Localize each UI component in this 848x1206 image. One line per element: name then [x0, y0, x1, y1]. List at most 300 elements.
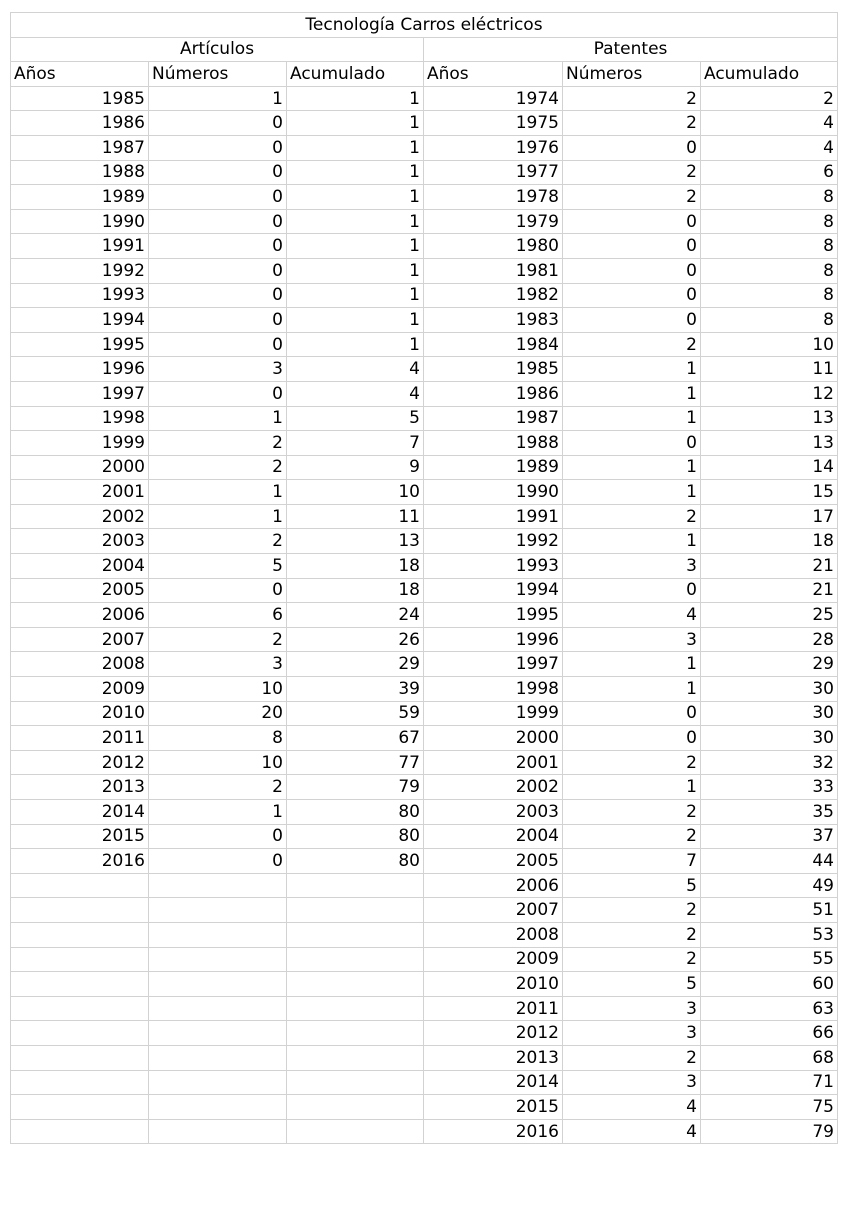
table-row — [11, 701, 838, 726]
articulos-numeros-cell[interactable]: 0 — [149, 258, 287, 283]
patentes-numeros-cell[interactable]: 5 — [563, 972, 701, 997]
patentes-acumulado-cell[interactable]: 49 — [701, 873, 838, 898]
articulos-anos-cell[interactable]: 2008 — [11, 652, 149, 677]
patentes-anos-cell[interactable]: 1979 — [424, 209, 563, 234]
patentes-anos-cell[interactable]: 1998 — [424, 677, 563, 702]
table-row — [11, 209, 838, 234]
patentes-numeros-cell[interactable]: 4 — [563, 1119, 701, 1144]
patentes-numeros-cell[interactable]: 1 — [563, 652, 701, 677]
articulos-anos-cell[interactable] — [11, 898, 149, 923]
patentes-anos-cell[interactable]: 2002 — [424, 775, 563, 800]
table-row — [11, 652, 838, 677]
articulos-acumulado-cell[interactable]: 24 — [287, 603, 424, 628]
patentes-acumulado-cell[interactable]: 63 — [701, 996, 838, 1021]
table-row — [11, 357, 838, 382]
col-header-numeros-articulos[interactable]: Números — [149, 62, 287, 87]
articulos-anos-cell[interactable]: 2010 — [11, 701, 149, 726]
articulos-acumulado-cell[interactable]: 67 — [287, 726, 424, 751]
section-patentes[interactable]: Patentes — [424, 37, 838, 62]
patentes-acumulado-cell[interactable]: 53 — [701, 922, 838, 947]
articulos-anos-cell[interactable]: 2012 — [11, 750, 149, 775]
articulos-anos-cell[interactable] — [11, 972, 149, 997]
table-row — [11, 578, 838, 603]
patentes-acumulado-cell[interactable]: 37 — [701, 824, 838, 849]
articulos-acumulado-cell[interactable] — [287, 1045, 424, 1070]
articulos-anos-cell[interactable]: 1985 — [11, 86, 149, 111]
spreadsheet-table — [10, 12, 838, 1144]
patentes-acumulado-cell[interactable]: 2 — [701, 86, 838, 111]
table-row — [11, 996, 838, 1021]
table-row — [11, 381, 838, 406]
patentes-acumulado-cell[interactable]: 8 — [701, 283, 838, 308]
articulos-anos-cell[interactable]: 1993 — [11, 283, 149, 308]
patentes-anos-cell[interactable]: 2013 — [424, 1045, 563, 1070]
articulos-acumulado-cell[interactable]: 5 — [287, 406, 424, 431]
articulos-acumulado-cell[interactable]: 79 — [287, 775, 424, 800]
articulos-numeros-cell[interactable]: 0 — [149, 209, 287, 234]
articulos-anos-cell[interactable] — [11, 922, 149, 947]
patentes-numeros-cell[interactable]: 2 — [563, 86, 701, 111]
articulos-acumulado-cell[interactable]: 59 — [287, 701, 424, 726]
articulos-acumulado-cell[interactable]: 18 — [287, 578, 424, 603]
articulos-numeros-cell[interactable]: 0 — [149, 234, 287, 259]
table-row — [11, 873, 838, 898]
patentes-numeros-cell[interactable]: 2 — [563, 947, 701, 972]
articulos-acumulado-cell[interactable]: 4 — [287, 381, 424, 406]
articulos-numeros-cell[interactable] — [149, 898, 287, 923]
articulos-anos-cell[interactable] — [11, 1070, 149, 1095]
articulos-numeros-cell[interactable]: 0 — [149, 824, 287, 849]
patentes-numeros-cell[interactable]: 2 — [563, 800, 701, 825]
articulos-acumulado-cell[interactable] — [287, 898, 424, 923]
articulos-numeros-cell[interactable]: 1 — [149, 800, 287, 825]
table-row — [11, 677, 838, 702]
articulos-anos-cell[interactable] — [11, 873, 149, 898]
patentes-numeros-cell[interactable]: 2 — [563, 504, 701, 529]
table-title[interactable]: Tecnología Carros eléctricos — [11, 13, 838, 38]
patentes-acumulado-cell[interactable]: 28 — [701, 627, 838, 652]
col-header-acumulado-patentes[interactable]: Acumulado — [701, 62, 838, 87]
articulos-anos-cell[interactable]: 2003 — [11, 529, 149, 554]
articulos-numeros-cell[interactable] — [149, 947, 287, 972]
articulos-numeros-cell[interactable] — [149, 1095, 287, 1120]
patentes-acumulado-cell[interactable]: 6 — [701, 160, 838, 185]
patentes-anos-cell[interactable]: 1985 — [424, 357, 563, 382]
articulos-numeros-cell[interactable]: 2 — [149, 529, 287, 554]
patentes-numeros-cell[interactable]: 4 — [563, 1095, 701, 1120]
table-row — [11, 824, 838, 849]
articulos-numeros-cell[interactable]: 0 — [149, 381, 287, 406]
patentes-numeros-cell[interactable]: 1 — [563, 480, 701, 505]
patentes-anos-cell[interactable]: 1995 — [424, 603, 563, 628]
articulos-acumulado-cell[interactable]: 13 — [287, 529, 424, 554]
articulos-anos-cell[interactable]: 2006 — [11, 603, 149, 628]
col-header-numeros-patentes[interactable]: Números — [563, 62, 701, 87]
patentes-numeros-cell[interactable]: 2 — [563, 332, 701, 357]
articulos-numeros-cell[interactable] — [149, 996, 287, 1021]
patentes-numeros-cell[interactable]: 1 — [563, 381, 701, 406]
table-row — [11, 185, 838, 210]
patentes-acumulado-cell[interactable]: 4 — [701, 135, 838, 160]
articulos-anos-cell[interactable]: 2011 — [11, 726, 149, 751]
patentes-acumulado-cell[interactable]: 32 — [701, 750, 838, 775]
patentes-anos-cell[interactable]: 1992 — [424, 529, 563, 554]
patentes-acumulado-cell[interactable]: 8 — [701, 258, 838, 283]
patentes-anos-cell[interactable]: 2010 — [424, 972, 563, 997]
section-header-row — [11, 37, 838, 62]
articulos-anos-cell[interactable] — [11, 947, 149, 972]
articulos-acumulado-cell[interactable]: 1 — [287, 86, 424, 111]
patentes-acumulado-cell[interactable]: 8 — [701, 234, 838, 259]
patentes-anos-cell[interactable]: 1984 — [424, 332, 563, 357]
patentes-numeros-cell[interactable]: 2 — [563, 898, 701, 923]
patentes-anos-cell[interactable]: 1994 — [424, 578, 563, 603]
table-row — [11, 849, 838, 874]
patentes-anos-cell[interactable]: 2008 — [424, 922, 563, 947]
patentes-numeros-cell[interactable]: 1 — [563, 406, 701, 431]
articulos-anos-cell[interactable]: 1998 — [11, 406, 149, 431]
patentes-acumulado-cell[interactable]: 15 — [701, 480, 838, 505]
patentes-numeros-cell[interactable]: 3 — [563, 554, 701, 579]
articulos-acumulado-cell[interactable]: 18 — [287, 554, 424, 579]
articulos-anos-cell[interactable]: 2001 — [11, 480, 149, 505]
patentes-anos-cell[interactable]: 1989 — [424, 455, 563, 480]
articulos-acumulado-cell[interactable]: 7 — [287, 431, 424, 456]
articulos-anos-cell[interactable]: 1988 — [11, 160, 149, 185]
articulos-acumulado-cell[interactable]: 1 — [287, 283, 424, 308]
patentes-anos-cell[interactable]: 2011 — [424, 996, 563, 1021]
table-row — [11, 135, 838, 160]
col-header-anos-patentes[interactable]: Años — [424, 62, 563, 87]
table-row — [11, 603, 838, 628]
articulos-numeros-cell[interactable]: 1 — [149, 480, 287, 505]
articulos-anos-cell[interactable]: 1989 — [11, 185, 149, 210]
articulos-acumulado-cell[interactable] — [287, 1119, 424, 1144]
articulos-numeros-cell[interactable]: 0 — [149, 332, 287, 357]
patentes-numeros-cell[interactable]: 2 — [563, 111, 701, 136]
articulos-acumulado-cell[interactable]: 1 — [287, 160, 424, 185]
patentes-acumulado-cell[interactable]: 66 — [701, 1021, 838, 1046]
articulos-acumulado-cell[interactable] — [287, 1021, 424, 1046]
articulos-anos-cell[interactable]: 1999 — [11, 431, 149, 456]
articulos-anos-cell[interactable]: 2013 — [11, 775, 149, 800]
articulos-anos-cell[interactable]: 2009 — [11, 677, 149, 702]
patentes-anos-cell[interactable]: 1993 — [424, 554, 563, 579]
patentes-anos-cell[interactable]: 1983 — [424, 308, 563, 333]
patentes-numeros-cell[interactable]: 3 — [563, 996, 701, 1021]
articulos-numeros-cell[interactable]: 0 — [149, 135, 287, 160]
table-row — [11, 947, 838, 972]
articulos-anos-cell[interactable] — [11, 996, 149, 1021]
patentes-numeros-cell[interactable]: 2 — [563, 185, 701, 210]
table-row — [11, 1119, 838, 1144]
articulos-acumulado-cell[interactable]: 11 — [287, 504, 424, 529]
articulos-anos-cell[interactable]: 2004 — [11, 554, 149, 579]
articulos-numeros-cell[interactable]: 0 — [149, 849, 287, 874]
articulos-anos-cell[interactable]: 2015 — [11, 824, 149, 849]
patentes-anos-cell[interactable]: 1974 — [424, 86, 563, 111]
articulos-acumulado-cell[interactable]: 9 — [287, 455, 424, 480]
table-row — [11, 726, 838, 751]
articulos-acumulado-cell[interactable]: 1 — [287, 308, 424, 333]
articulos-anos-cell[interactable] — [11, 1045, 149, 1070]
articulos-numeros-cell[interactable]: 10 — [149, 677, 287, 702]
patentes-numeros-cell[interactable]: 3 — [563, 1021, 701, 1046]
patentes-acumulado-cell[interactable]: 21 — [701, 554, 838, 579]
articulos-numeros-cell[interactable]: 10 — [149, 750, 287, 775]
articulos-anos-cell[interactable]: 1987 — [11, 135, 149, 160]
patentes-numeros-cell[interactable]: 0 — [563, 431, 701, 456]
patentes-acumulado-cell[interactable]: 29 — [701, 652, 838, 677]
articulos-anos-cell[interactable]: 2002 — [11, 504, 149, 529]
patentes-numeros-cell[interactable]: 0 — [563, 234, 701, 259]
title-row — [11, 13, 838, 38]
patentes-numeros-cell[interactable]: 2 — [563, 824, 701, 849]
articulos-acumulado-cell[interactable]: 1 — [287, 258, 424, 283]
articulos-numeros-cell[interactable]: 1 — [149, 86, 287, 111]
articulos-numeros-cell[interactable]: 3 — [149, 357, 287, 382]
patentes-acumulado-cell[interactable]: 18 — [701, 529, 838, 554]
patentes-anos-cell[interactable]: 2012 — [424, 1021, 563, 1046]
patentes-anos-cell[interactable]: 1986 — [424, 381, 563, 406]
patentes-anos-cell[interactable]: 2003 — [424, 800, 563, 825]
patentes-anos-cell[interactable]: 1987 — [424, 406, 563, 431]
patentes-acumulado-cell[interactable]: 8 — [701, 209, 838, 234]
articulos-numeros-cell[interactable]: 0 — [149, 160, 287, 185]
patentes-acumulado-cell[interactable]: 79 — [701, 1119, 838, 1144]
articulos-numeros-cell[interactable]: 2 — [149, 431, 287, 456]
patentes-acumulado-cell[interactable]: 8 — [701, 308, 838, 333]
articulos-acumulado-cell[interactable]: 80 — [287, 824, 424, 849]
patentes-anos-cell[interactable]: 1975 — [424, 111, 563, 136]
patentes-anos-cell[interactable]: 1980 — [424, 234, 563, 259]
patentes-numeros-cell[interactable]: 1 — [563, 677, 701, 702]
col-header-anos-articulos[interactable]: Años — [11, 62, 149, 87]
articulos-numeros-cell[interactable]: 6 — [149, 603, 287, 628]
patentes-numeros-cell[interactable]: 4 — [563, 603, 701, 628]
articulos-acumulado-cell[interactable] — [287, 996, 424, 1021]
table-row — [11, 898, 838, 923]
patentes-anos-cell[interactable]: 1978 — [424, 185, 563, 210]
articulos-anos-cell[interactable]: 1995 — [11, 332, 149, 357]
patentes-numeros-cell[interactable]: 2 — [563, 922, 701, 947]
table-row — [11, 922, 838, 947]
articulos-numeros-cell[interactable]: 0 — [149, 578, 287, 603]
table-row — [11, 1070, 838, 1095]
articulos-acumulado-cell[interactable]: 77 — [287, 750, 424, 775]
patentes-numeros-cell[interactable]: 1 — [563, 529, 701, 554]
articulos-numeros-cell[interactable]: 8 — [149, 726, 287, 751]
patentes-acumulado-cell[interactable]: 8 — [701, 185, 838, 210]
articulos-anos-cell[interactable]: 1994 — [11, 308, 149, 333]
articulos-acumulado-cell[interactable]: 1 — [287, 332, 424, 357]
table-row — [11, 455, 838, 480]
table-row — [11, 750, 838, 775]
patentes-numeros-cell[interactable]: 0 — [563, 726, 701, 751]
articulos-anos-cell[interactable]: 1986 — [11, 111, 149, 136]
table-row — [11, 431, 838, 456]
articulos-acumulado-cell[interactable] — [287, 947, 424, 972]
articulos-acumulado-cell[interactable] — [287, 1070, 424, 1095]
articulos-acumulado-cell[interactable]: 80 — [287, 849, 424, 874]
patentes-numeros-cell[interactable]: 3 — [563, 1070, 701, 1095]
patentes-anos-cell[interactable]: 2000 — [424, 726, 563, 751]
patentes-numeros-cell[interactable]: 1 — [563, 775, 701, 800]
patentes-acumulado-cell[interactable]: 30 — [701, 726, 838, 751]
patentes-acumulado-cell[interactable]: 51 — [701, 898, 838, 923]
patentes-numeros-cell[interactable]: 0 — [563, 578, 701, 603]
patentes-numeros-cell[interactable]: 3 — [563, 627, 701, 652]
patentes-anos-cell[interactable]: 1991 — [424, 504, 563, 529]
patentes-anos-cell[interactable]: 1996 — [424, 627, 563, 652]
patentes-numeros-cell[interactable]: 1 — [563, 455, 701, 480]
patentes-anos-cell[interactable]: 1976 — [424, 135, 563, 160]
articulos-anos-cell[interactable]: 1992 — [11, 258, 149, 283]
articulos-acumulado-cell[interactable]: 1 — [287, 234, 424, 259]
articulos-acumulado-cell[interactable]: 29 — [287, 652, 424, 677]
patentes-acumulado-cell[interactable]: 55 — [701, 947, 838, 972]
articulos-anos-cell[interactable]: 2014 — [11, 800, 149, 825]
articulos-acumulado-cell[interactable]: 26 — [287, 627, 424, 652]
col-header-acumulado-articulos[interactable]: Acumulado — [287, 62, 424, 87]
patentes-acumulado-cell[interactable]: 33 — [701, 775, 838, 800]
articulos-acumulado-cell[interactable]: 1 — [287, 111, 424, 136]
patentes-numeros-cell[interactable]: 5 — [563, 873, 701, 898]
articulos-anos-cell[interactable]: 1996 — [11, 357, 149, 382]
patentes-acumulado-cell[interactable]: 21 — [701, 578, 838, 603]
patentes-acumulado-cell[interactable]: 14 — [701, 455, 838, 480]
patentes-anos-cell[interactable]: 2016 — [424, 1119, 563, 1144]
patentes-anos-cell[interactable]: 1981 — [424, 258, 563, 283]
patentes-acumulado-cell[interactable]: 10 — [701, 332, 838, 357]
patentes-numeros-cell[interactable]: 0 — [563, 308, 701, 333]
articulos-anos-cell[interactable]: 2007 — [11, 627, 149, 652]
articulos-numeros-cell[interactable] — [149, 1045, 287, 1070]
patentes-anos-cell[interactable]: 2007 — [424, 898, 563, 923]
articulos-numeros-cell[interactable] — [149, 972, 287, 997]
articulos-numeros-cell[interactable] — [149, 1119, 287, 1144]
articulos-acumulado-cell[interactable]: 1 — [287, 185, 424, 210]
articulos-anos-cell[interactable]: 2005 — [11, 578, 149, 603]
patentes-anos-cell[interactable]: 1977 — [424, 160, 563, 185]
patentes-acumulado-cell[interactable]: 13 — [701, 431, 838, 456]
patentes-anos-cell[interactable]: 1999 — [424, 701, 563, 726]
articulos-anos-cell[interactable] — [11, 1021, 149, 1046]
patentes-acumulado-cell[interactable]: 17 — [701, 504, 838, 529]
patentes-numeros-cell[interactable]: 0 — [563, 258, 701, 283]
patentes-numeros-cell[interactable]: 2 — [563, 750, 701, 775]
articulos-acumulado-cell[interactable] — [287, 922, 424, 947]
patentes-anos-cell[interactable]: 1982 — [424, 283, 563, 308]
patentes-acumulado-cell[interactable]: 13 — [701, 406, 838, 431]
articulos-numeros-cell[interactable]: 5 — [149, 554, 287, 579]
patentes-anos-cell[interactable]: 2014 — [424, 1070, 563, 1095]
patentes-anos-cell[interactable]: 1990 — [424, 480, 563, 505]
articulos-acumulado-cell[interactable]: 1 — [287, 209, 424, 234]
articulos-acumulado-cell[interactable]: 39 — [287, 677, 424, 702]
articulos-acumulado-cell[interactable] — [287, 873, 424, 898]
patentes-anos-cell[interactable]: 2004 — [424, 824, 563, 849]
patentes-numeros-cell[interactable]: 1 — [563, 357, 701, 382]
articulos-anos-cell[interactable] — [11, 1095, 149, 1120]
articulos-numeros-cell[interactable]: 1 — [149, 504, 287, 529]
patentes-anos-cell[interactable]: 1988 — [424, 431, 563, 456]
table-row — [11, 480, 838, 505]
patentes-acumulado-cell[interactable]: 75 — [701, 1095, 838, 1120]
articulos-acumulado-cell[interactable]: 4 — [287, 357, 424, 382]
patentes-anos-cell[interactable]: 2009 — [424, 947, 563, 972]
patentes-numeros-cell[interactable]: 7 — [563, 849, 701, 874]
table-row — [11, 1095, 838, 1120]
articulos-anos-cell[interactable]: 2000 — [11, 455, 149, 480]
patentes-acumulado-cell[interactable]: 68 — [701, 1045, 838, 1070]
articulos-numeros-cell[interactable]: 3 — [149, 652, 287, 677]
patentes-acumulado-cell[interactable]: 44 — [701, 849, 838, 874]
patentes-numeros-cell[interactable]: 0 — [563, 135, 701, 160]
articulos-anos-cell[interactable] — [11, 1119, 149, 1144]
articulos-numeros-cell[interactable]: 0 — [149, 283, 287, 308]
patentes-numeros-cell[interactable]: 0 — [563, 283, 701, 308]
patentes-acumulado-cell[interactable]: 60 — [701, 972, 838, 997]
articulos-anos-cell[interactable]: 1991 — [11, 234, 149, 259]
articulos-numeros-cell[interactable] — [149, 1021, 287, 1046]
articulos-acumulado-cell[interactable]: 80 — [287, 800, 424, 825]
patentes-acumulado-cell[interactable]: 11 — [701, 357, 838, 382]
patentes-anos-cell[interactable]: 2006 — [424, 873, 563, 898]
articulos-anos-cell[interactable]: 1997 — [11, 381, 149, 406]
section-articulos[interactable]: Artículos — [11, 37, 424, 62]
articulos-numeros-cell[interactable] — [149, 1070, 287, 1095]
articulos-numeros-cell[interactable] — [149, 873, 287, 898]
patentes-numeros-cell[interactable]: 0 — [563, 701, 701, 726]
table-row — [11, 308, 838, 333]
patentes-acumulado-cell[interactable]: 71 — [701, 1070, 838, 1095]
articulos-numeros-cell[interactable]: 2 — [149, 775, 287, 800]
patentes-anos-cell[interactable]: 2001 — [424, 750, 563, 775]
column-header-row — [11, 62, 838, 87]
articulos-acumulado-cell[interactable] — [287, 972, 424, 997]
articulos-numeros-cell[interactable]: 2 — [149, 455, 287, 480]
patentes-acumulado-cell[interactable]: 4 — [701, 111, 838, 136]
patentes-anos-cell[interactable]: 2015 — [424, 1095, 563, 1120]
articulos-acumulado-cell[interactable]: 1 — [287, 135, 424, 160]
articulos-numeros-cell[interactable]: 2 — [149, 627, 287, 652]
articulos-acumulado-cell[interactable] — [287, 1095, 424, 1120]
articulos-numeros-cell[interactable]: 0 — [149, 185, 287, 210]
articulos-numeros-cell[interactable]: 1 — [149, 406, 287, 431]
articulos-numeros-cell[interactable]: 0 — [149, 308, 287, 333]
articulos-numeros-cell[interactable] — [149, 922, 287, 947]
articulos-acumulado-cell[interactable]: 10 — [287, 480, 424, 505]
patentes-anos-cell[interactable]: 1997 — [424, 652, 563, 677]
patentes-acumulado-cell[interactable]: 25 — [701, 603, 838, 628]
patentes-acumulado-cell[interactable]: 30 — [701, 701, 838, 726]
table-row — [11, 1045, 838, 1070]
articulos-numeros-cell[interactable]: 20 — [149, 701, 287, 726]
articulos-anos-cell[interactable]: 1990 — [11, 209, 149, 234]
articulos-numeros-cell[interactable]: 0 — [149, 111, 287, 136]
patentes-acumulado-cell[interactable]: 35 — [701, 800, 838, 825]
patentes-acumulado-cell[interactable]: 30 — [701, 677, 838, 702]
patentes-numeros-cell[interactable]: 0 — [563, 209, 701, 234]
table-row — [11, 234, 838, 259]
articulos-anos-cell[interactable]: 2016 — [11, 849, 149, 874]
patentes-numeros-cell[interactable]: 2 — [563, 160, 701, 185]
patentes-anos-cell[interactable]: 2005 — [424, 849, 563, 874]
patentes-numeros-cell[interactable]: 2 — [563, 1045, 701, 1070]
patentes-acumulado-cell[interactable]: 12 — [701, 381, 838, 406]
table-row — [11, 775, 838, 800]
